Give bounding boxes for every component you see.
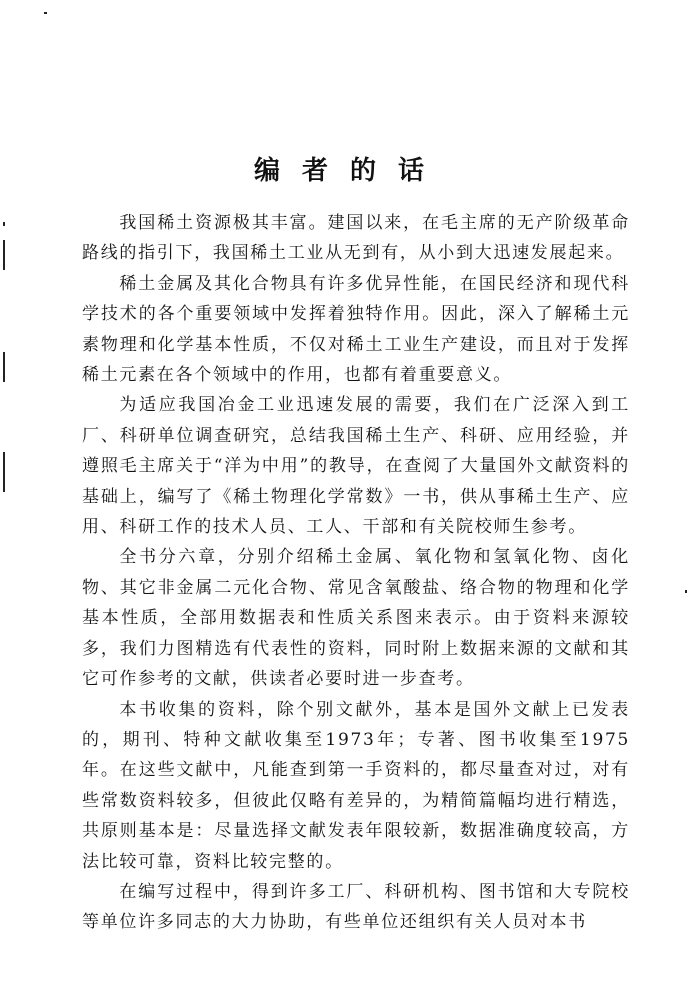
scan-mark: [3, 452, 5, 492]
scan-mark: [3, 352, 5, 382]
page-title: 编者的话: [253, 156, 446, 186]
paragraph: 在编写过程中，得到许多工厂、科研机构、图书馆和大专院校等单位许多同志的大力协助，有些单位还组织有关人员对本书: [82, 881, 630, 933]
paragraph: 我国稀土资源极其丰富。建国以来，在毛主席的无产阶级革命路线的指引下，我国稀土工业从无到有，从小到大迅速发展起来。: [82, 213, 630, 264]
scan-mark: [3, 240, 5, 270]
paragraph: 为适应我国冶金工业迅速发展的需要，我们在广泛深入到工厂、科研单位调查研究，总结我国稀土生产、科研、应用经验，并遵照毛主席关于“洋为中用”的教导，在查阅了大量国外文献资料的基础上，编写了《稀土物理化学常数》一书，供从事稀土生产、应用、科研工作的技术人员、工人、干部和有关院校师生参考。: [82, 395, 630, 538]
scan-mark: [44, 12, 47, 14]
paragraph: 本书收集的资料，除个别文献外，基本是国外文献上已发表的，期刊、特种文献收集至1973年；专著、图书收集至1975年。在这些文献中，凡能查到第一手资料的，都尽量查对过，对有些常数资料较多，但彼此仅略有差异的，为精简篇幅均进行精选，共原则基本是：尽量选择文献发表年限较新，数据准确度较高，方法比较可靠，资料比较完整的。: [82, 699, 630, 872]
paragraph: 稀土金属及其化合物具有许多优异性能，在国民经济和现代科学技术的各个重要领域中发挥着独特作用。因此，深入了解稀土元素物理和化学基本性质，不仅对稀土工业生产建设，而且对于发挥稀土元素在各个领域中的作用，也都有着重要意义。: [82, 273, 630, 386]
scan-mark: [685, 590, 687, 593]
paragraph: 全书分六章，分别介绍稀土金属、氧化物和氢氧化物、卤化物、其它非金属二元化合物、常见含氧酸盐、络合物的物理和化学基本性质，全部用数据表和性质关系图来表示。由于资料来源较多，我们力图精选有代表性的资料，同时附上数据来源的文献和其它可作参考的文献，供读者必要时进一步查考。: [82, 547, 630, 690]
body-text: [82, 208, 630, 938]
scan-mark: [3, 222, 5, 226]
